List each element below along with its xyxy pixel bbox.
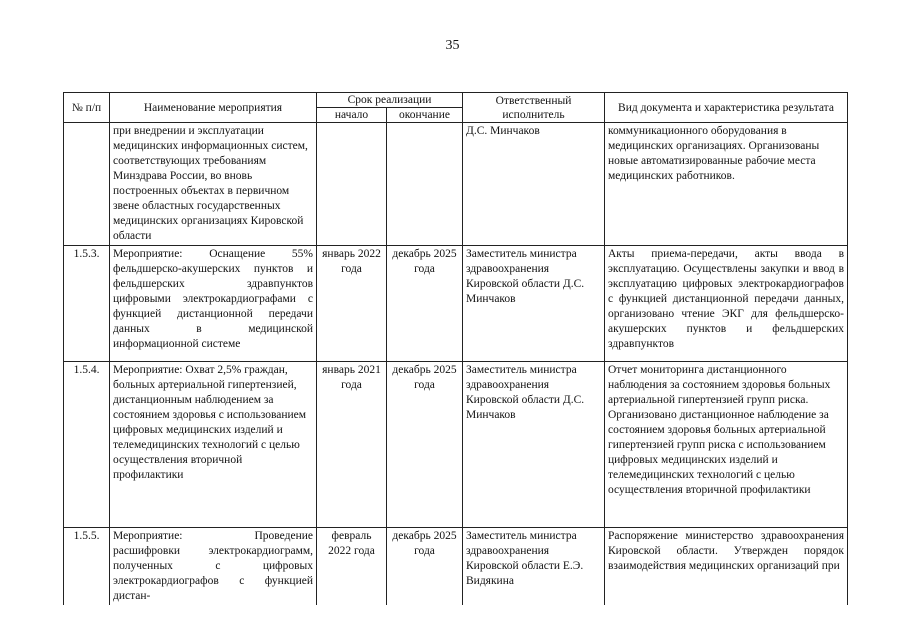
end-date: декабрь 2025 года [387,528,463,606]
activities-table [63,92,848,605]
result-description: коммуникационного оборудования в медицинских организациях. Организованы новые автоматизированные рабочие места медицинских работников. [605,123,848,246]
table-row [64,362,848,528]
header-result: Вид документа и характеристика результата [605,93,848,123]
responsible-person: Заместитель министра здравоохранения Кировской области Е.Э. Видякина [463,528,605,606]
activity-name: Мероприятие: Проведение расшифровки электрокардиограмм, полученных с цифровых электрокардиографов с функцией дистан- [110,528,317,606]
activity-name: при внедрении и эксплуатации медицинских информационных систем, соответствующих требованиям Минздрава России, во вновь построенных объектах в первичном звене областных государственных медицинских организациях Кировской области [110,123,317,246]
end-date: декабрь 2025 года [387,246,463,362]
row-number: 1.5.4. [64,362,110,528]
table-row [64,528,848,606]
table-row [64,123,848,246]
header-num: № п/п [64,93,110,123]
result-description: Распоряжение министерство здравоохранения Кировской области. Утвержден порядок взаимодействия медицинских организаций при [605,528,848,606]
header-name: Наименование мероприятия [110,93,317,123]
page-number: 35 [445,38,460,53]
end-date: декабрь 2025 года [387,362,463,528]
header-end: окончание [387,108,463,123]
end-date [387,123,463,246]
header-period: Срок реализации [317,93,463,108]
activity-name: Мероприятие: Охват 2,5% граждан, больных артериальной гипертензией, дистанционным наблюдением за состоянием здоровья с использованием цифровых медицинских изделий и телемедицинских технологий с целью осуществления вторичной профилактики [110,362,317,528]
responsible-person: Д.С. Минчаков [463,123,605,246]
row-number: 1.5.5. [64,528,110,606]
responsible-person: Заместитель министра здравоохранения Кировской области Д.С. Минчаков [463,362,605,528]
activity-name: Мероприятие: Оснащение 55% фельдшерско-акушерских пунктов и фельдшерских здравпунктов цифровыми электрокардиографами с функцией дистанционной передачи данных в медицинской информационной системе [110,246,317,362]
start-date [317,123,387,246]
result-description: Акты приема-передачи, акты ввода в эксплуатацию. Осуществлены закупки и ввод в эксплуатацию цифровых электрокардиографов с функцией дистанционной передачи данных, организовано чтение ЭКГ для фельдшерско-акушерских пунктов и фельдшерских здравпунктов [605,246,848,362]
result-description: Отчет мониторинга дистанционного наблюдения за состоянием здоровья больных артериальной гипертензией групп риска. Организовано дистанционное наблюдение за состоянием здоровья больных артериальной гипертензией групп риска с использованием цифровых медицинских изделий и телемедицинских технологий с целью осуществления вторичной профилактики [605,362,848,528]
header-responsible: Ответственный исполнитель [463,93,605,123]
start-date: январь 2022 года [317,246,387,362]
header-start: начало [317,108,387,123]
responsible-person: Заместитель министра здравоохранения Кировской области Д.С. Минчаков [463,246,605,362]
start-date: январь 2021 года [317,362,387,528]
row-number [64,123,110,246]
row-number: 1.5.3. [64,246,110,362]
start-date: февраль 2022 года [317,528,387,606]
table-row [64,246,848,362]
